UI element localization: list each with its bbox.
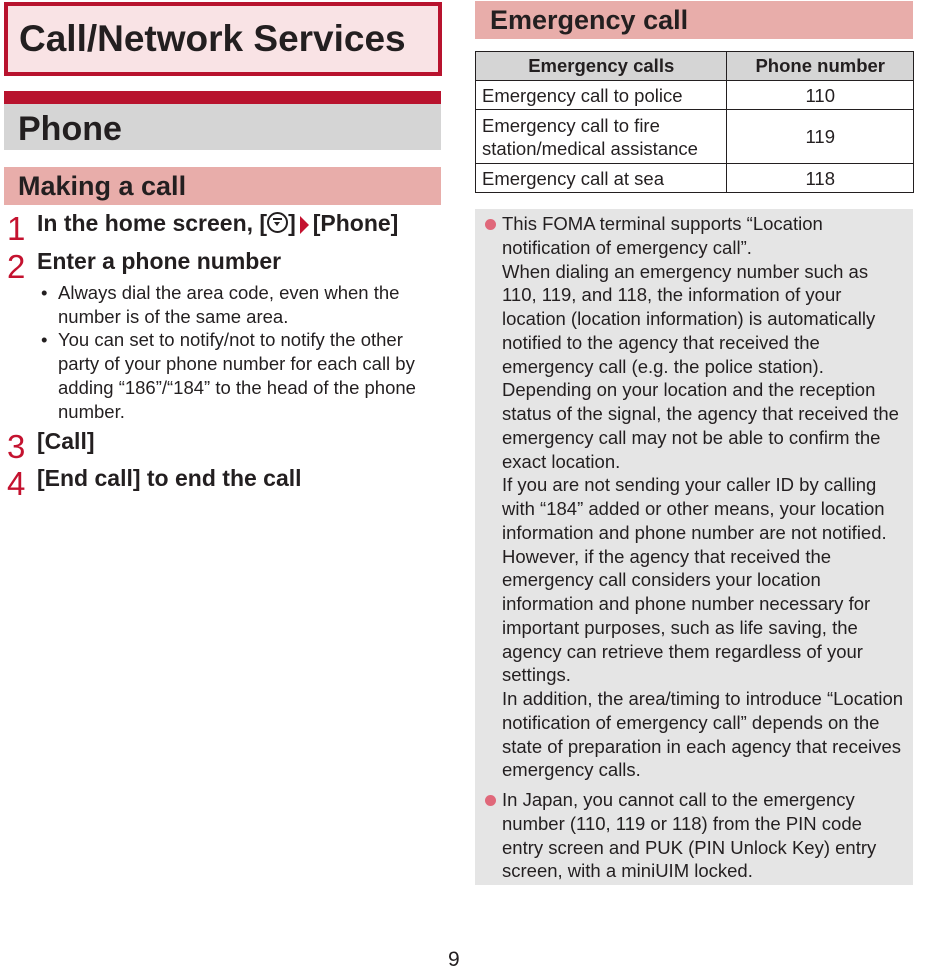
bullet-dot-icon	[485, 219, 496, 230]
page-number: 9	[448, 948, 460, 971]
note-paragraph: When dialing an emergency number such as 110, 119, and 118, the information of your location (location information) is automatically notified to the agency that received the emergency call (e.g. the police station).	[502, 260, 876, 377]
step-number: 2	[7, 248, 26, 285]
step-text: [Call]	[37, 428, 95, 454]
table-row	[476, 164, 914, 193]
table-header-cell: Phone number	[727, 52, 914, 81]
notes-box	[475, 209, 913, 885]
menu-icon	[267, 212, 288, 233]
table-cell: Emergency call at sea	[476, 164, 727, 193]
emergency-title: Emergency call	[490, 5, 689, 35]
bullet-item: • Always dial the area code, even when the number is of the same area.	[37, 281, 437, 328]
step-text-part: [Phone]	[312, 210, 399, 236]
bullet-item: • You can set to notify/not to notify the other party of your phone number for each call by adding “186”/“184” to the head of the phone number.	[37, 328, 437, 423]
table-cell: Emergency call to fire station/medical assistance	[476, 110, 727, 164]
emergency-heading-bar	[475, 1, 913, 39]
step-text-part: ]	[288, 210, 296, 236]
table-row	[476, 81, 914, 110]
step-number: 3	[7, 428, 26, 465]
table-cell: 110	[727, 81, 914, 110]
section-accent-bar	[4, 91, 441, 104]
note-paragraph: If you are not sending your caller ID by calling with “184” added or other means, your location information and phone number are not notified. However, if the agency that received the emergency call considers your location information and phone number necessary for important purposes, such as life saving, the agency can retrieve them regardless of your settings.	[502, 474, 887, 686]
table-cell: Emergency call to police	[476, 81, 727, 110]
note-item	[502, 212, 907, 782]
step-number: 1	[7, 210, 26, 247]
table-cell: 119	[727, 110, 914, 164]
step-text: [End call] to end the call	[37, 465, 302, 491]
table-row	[476, 110, 914, 164]
note-paragraph: Depending on your location and the reception status of the signal, the agency that received the emergency call may not be able to confirm the exact location.	[502, 379, 899, 472]
note-paragraph: This FOMA terminal supports “Location notification of emergency call”.	[502, 213, 823, 258]
section-heading-bar	[4, 104, 441, 150]
table-cell: 118	[727, 164, 914, 193]
note-item	[502, 788, 907, 883]
bullet-dot-icon	[485, 795, 496, 806]
chapter-title: Call/Network Services	[19, 18, 406, 59]
note-paragraph: In addition, the area/timing to introduce “Location notification of emergency call” depends on the state of preparation in each agency that receives emergency calls.	[502, 688, 904, 781]
note-paragraph: In Japan, you cannot call to the emergency number (110, 119 or 118) from the PIN code entry screen and PUK (PIN Unlock Key) entry screen, with a miniUIM locked.	[502, 789, 877, 882]
subsection-heading-bar	[4, 167, 441, 205]
step-number: 4	[7, 465, 26, 502]
step-text: Enter a phone number	[37, 248, 282, 274]
arrow-right-icon	[300, 216, 309, 234]
emergency-table	[475, 51, 914, 193]
step-text-part: In the home screen, [	[37, 210, 268, 236]
section-title: Phone	[18, 110, 122, 148]
chapter-title-box	[4, 2, 442, 76]
step-text	[37, 210, 398, 237]
table-header-row	[476, 52, 914, 81]
step-bullets	[37, 281, 437, 423]
table-header-cell: Emergency calls	[476, 52, 727, 81]
subsection-title: Making a call	[18, 171, 187, 201]
